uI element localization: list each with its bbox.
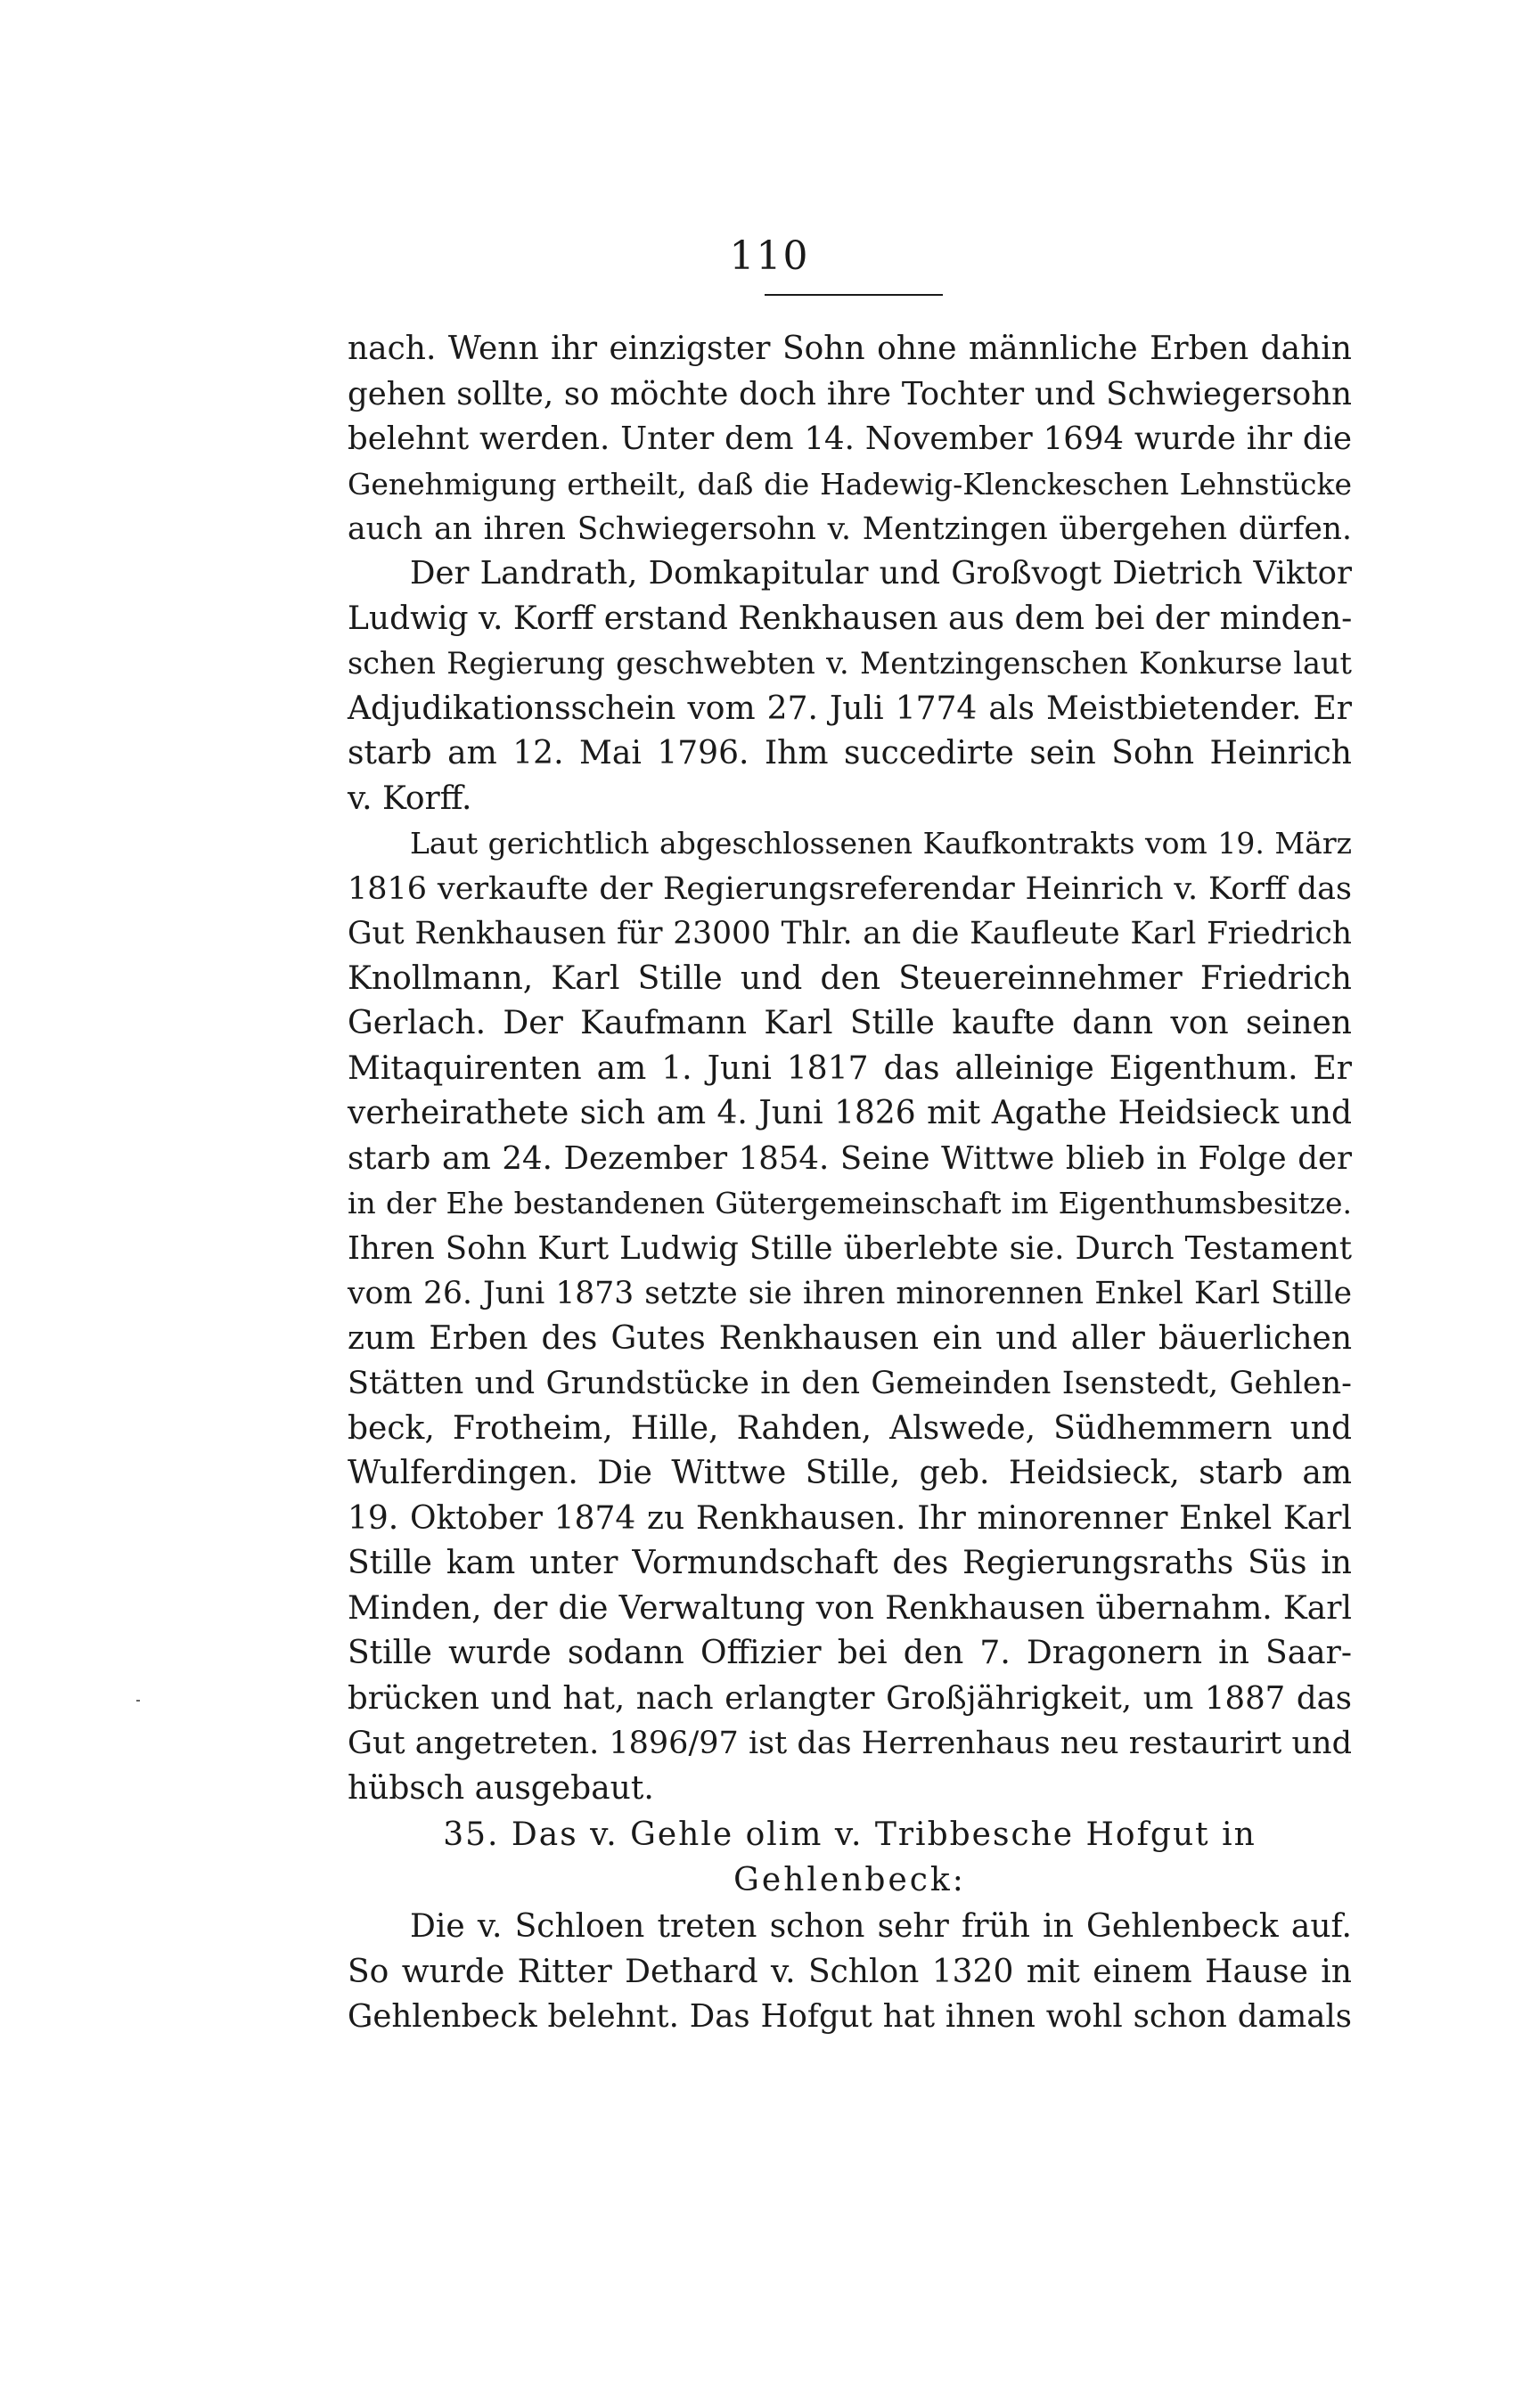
text-line: gehen sollte, so möchte doch ihre Tochter und Schwiegersohn — [348, 375, 1352, 412]
text-line: Gerlach. Der Kaufmann Karl Stille kaufte dann von seinen — [348, 1005, 1352, 1041]
text-line: zum Erben des Gutes Renkhausen ein und aller bäuerlichen — [348, 1319, 1352, 1357]
text-line: hübsch ausgebaut. — [348, 1769, 654, 1807]
page-number-rule — [765, 294, 943, 296]
text-line: vom 26. Juni 1873 setzte sie ihren minorennen Enkel Karl Stille — [348, 1276, 1352, 1311]
text-line: Laut gerichtlich abgeschlossenen Kaufkontrakts vom 19. März — [410, 826, 1352, 861]
text-line: Ludwig v. Korff erstand Renkhausen aus dem bei der minden- — [348, 600, 1353, 637]
text-line: So wurde Ritter Dethard v. Schlon 1320 mit einem Hause in — [348, 1953, 1352, 1990]
text-line: 1816 verkaufte der Regierungsreferendar Heinrich v. Korff das — [348, 870, 1352, 907]
text-line: nach. Wenn ihr einzigster Sohn ohne männliche Erben dahin — [348, 331, 1352, 367]
text-line: Die v. Schloen treten schon sehr früh in Gehlenbeck auf. — [410, 1908, 1352, 1945]
text-line: auch an ihren Schwiegersohn v. Mentzingen übergehen dürfen. — [348, 511, 1352, 547]
text-line: Gut angetreten. 1896/97 ist das Herrenhaus neu restaurirt und — [348, 1726, 1352, 1761]
text-line: Wulferdingen. Die Wittwe Stille, geb. Heidsieck, starb am — [348, 1455, 1352, 1491]
page-number: 110 — [729, 233, 810, 279]
text-line: verheirathete sich am 4. Juni 1826 mit Agathe Heidsieck und — [348, 1095, 1352, 1131]
section-heading-line: Gehlenbeck: — [733, 1861, 966, 1898]
text-line: in der Ehe bestandenen Gütergemeinschaft im Eigenthumsbesitze. — [348, 1186, 1352, 1220]
paragraph-4 — [348, 1905, 1352, 2040]
text-line: Minden, der die Verwaltung von Renkhausen übernahm. Karl — [348, 1589, 1352, 1627]
text-line: brücken und hat, nach erlangter Großjährigkeit, um 1887 das — [348, 1679, 1352, 1717]
text-line: v. Korff. — [348, 780, 472, 817]
section-heading-line: 35. Das v. Gehle olim v. Tribbesche Hofgut in — [443, 1816, 1257, 1853]
text-line: Ihren Sohn Kurt Ludwig Stille überlebte sie. Durch Testament — [348, 1229, 1352, 1267]
text-line: Adjudikationsschein vom 27. Juli 1774 als Meistbietender. Er — [348, 690, 1352, 727]
text-line: Stätten und Grundstücke in den Gemeinden Isenstedt, Gehlen- — [348, 1366, 1352, 1401]
section-heading — [348, 1813, 1352, 1903]
text-line: Gehlenbeck belehnt. Das Hofgut hat ihnen wohl schon damals — [348, 1998, 1352, 2035]
text-line: starb am 12. Mai 1796. Ihm succedirte sein Sohn Heinrich — [348, 735, 1352, 771]
text-line: Knollmann, Karl Stille und den Steuereinnehmer Friedrich — [348, 959, 1352, 997]
paragraph-2 — [348, 551, 1352, 821]
text-line: Mitaquirenten am 1. Juni 1817 das alleinige Eigenthum. Er — [348, 1049, 1352, 1087]
text-line: Der Landrath, Domkapitular und Großvogt Dietrich Viktor — [410, 555, 1352, 592]
margin-mark — [136, 1700, 140, 1702]
text-line: schen Regierung geschwebten v. Mentzingenschen Konkurse laut — [348, 646, 1352, 681]
text-line: Genehmigung ertheilt, daß die Hadewig-Klenckeschen Lehnstücke — [348, 466, 1352, 502]
paragraph-1 — [348, 327, 1352, 552]
text-line: 19. Oktober 1874 zu Renkhausen. Ihr minorenner Enkel Karl — [348, 1499, 1352, 1537]
text-line: Stille wurde sodann Offizier bei den 7. Dragonern in Saar- — [348, 1635, 1352, 1671]
text-line: Gut Renkhausen für 23000 Thlr. an die Kaufleute Karl Friedrich — [348, 916, 1352, 951]
paragraph-3 — [348, 821, 1352, 1811]
text-line: beck, Frotheim, Hille, Rahden, Alswede, Südhemmern und — [348, 1409, 1352, 1447]
text-line: belehnt werden. Unter dem 14. November 1694 wurde ihr die — [348, 420, 1352, 457]
text-line: Stille kam unter Vormundschaft des Regierungsraths Süs in — [348, 1545, 1352, 1581]
text-line: starb am 24. Dezember 1854. Seine Wittwe blieb in Folge der — [348, 1139, 1352, 1177]
